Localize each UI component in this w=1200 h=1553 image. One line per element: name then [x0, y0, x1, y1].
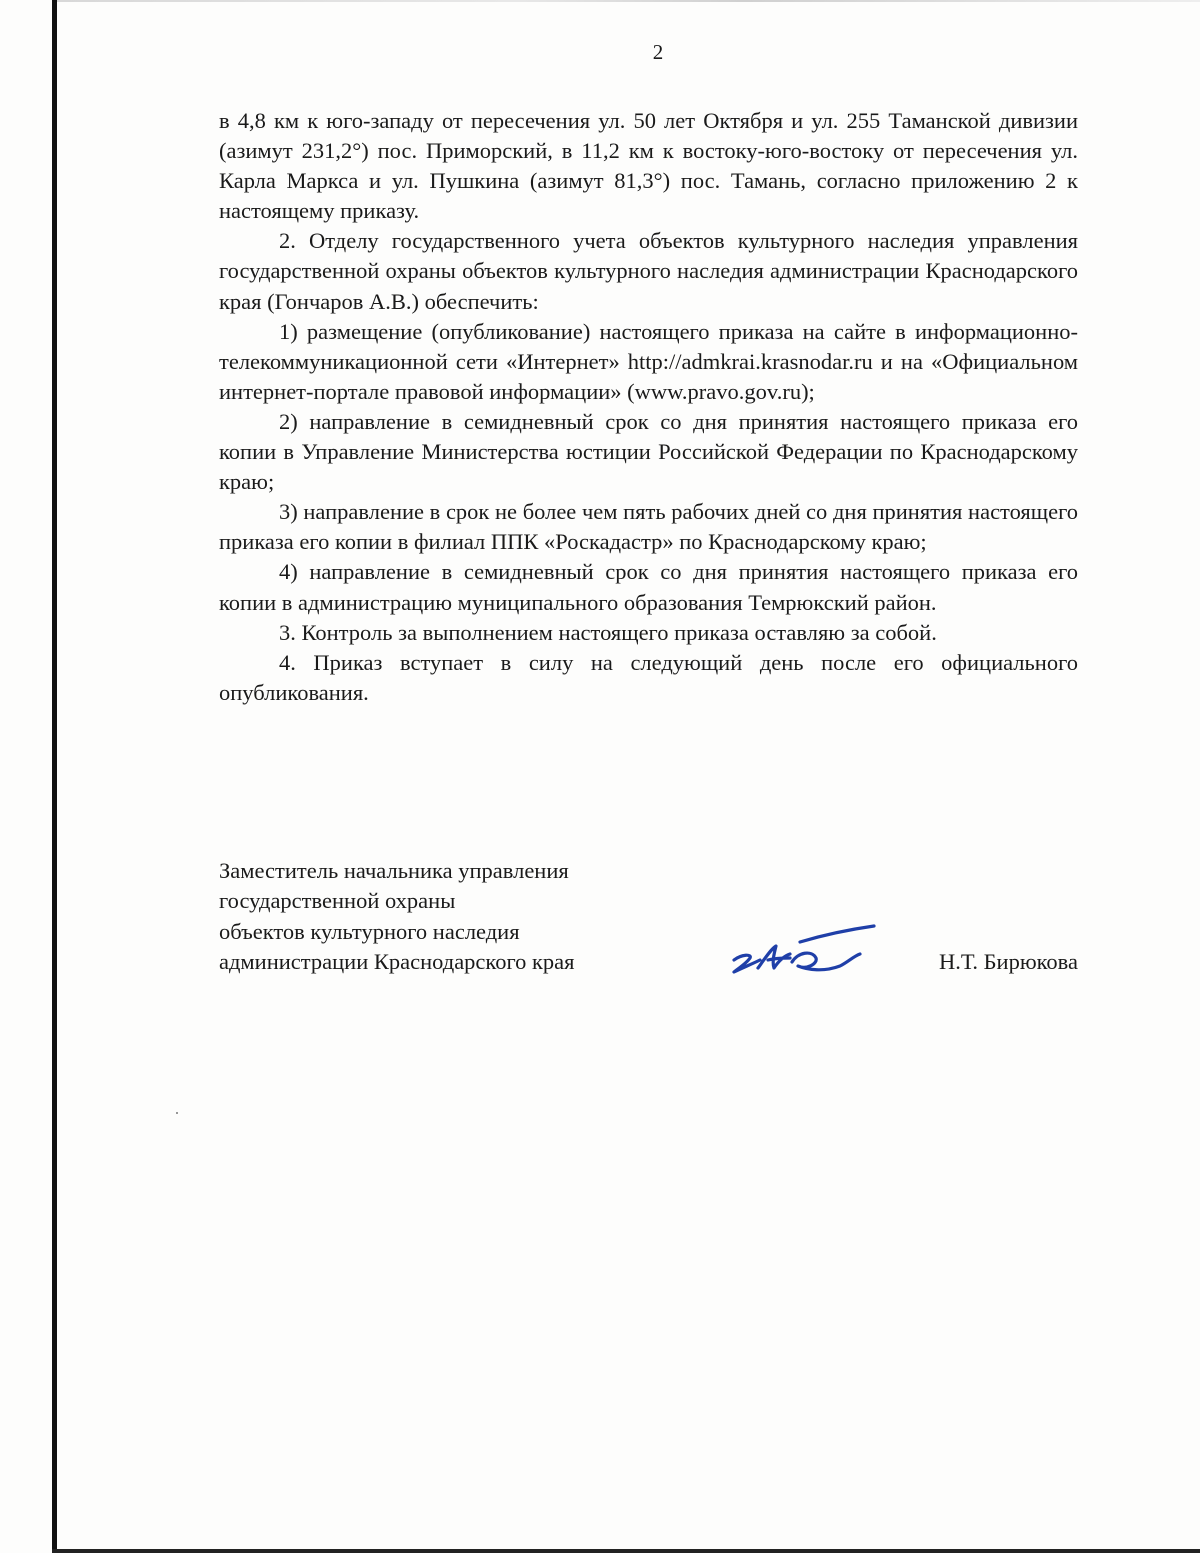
signature-block: [219, 856, 1078, 977]
signer-position-line-3: объектов культурного наследия: [219, 918, 520, 944]
paragraph-continuation: в 4,8 км к юго-западу от пересечения ул. 50 лет Октября и ул. 255 Таманской дивизии (азимут 231,2°) пос. Приморский, в 11,2 км к востоку-юго-востоку от пересечения ул. Карла Маркса и ул. Пушкина (азимут 81,3°) пос. Тамань, согласно приложению 2 к настоящему приказу.: [219, 108, 1078, 224]
handwritten-signature: [728, 920, 888, 980]
paragraph-item-2-3: 3) направление в срок не более чем пять рабочих дней со дня принятия настоящего приказа его копии в филиал ППК «Роскадастр» по Краснодарскому краю;: [219, 499, 1078, 555]
document-body: [219, 106, 1078, 708]
scan-speck: [176, 1112, 178, 1114]
signer-position-line-4: администрации Краснодарского края: [219, 948, 575, 974]
signer-position-line-1: Заместитель начальника управления: [219, 858, 569, 883]
paragraph-item-2-4: 4) направление в семидневный срок со дня принятия настоящего приказа его копии в администрацию муниципального образования Темрюкский район.: [219, 559, 1078, 615]
scan-top-edge: [57, 0, 1200, 2]
scan-bottom-edge: [52, 1549, 1200, 1553]
paragraph-item-3: 3. Контроль за выполнением настоящего приказа оставляю за собой.: [279, 619, 937, 645]
paragraph-item-2-2: 2) направление в семидневный срок со дня принятия настоящего приказа его копии в Управление Министерства юстиции Российской Федерации по Краснодарскому краю;: [219, 408, 1078, 495]
paragraph-item-2: 2. Отделу государственного учета объектов культурного наследия управления государственной охраны объектов культурного наследия администрации Краснодарского края (Гончаров А.В.) обеспечить:: [219, 228, 1078, 314]
paragraph-item-4: 4. Приказ вступает в силу на следующий день после его официального опубликования.: [219, 649, 1078, 705]
signer-name: Н.Т. Бирюкова: [939, 948, 1078, 974]
scan-left-edge: [52, 0, 57, 1553]
page-number: 2: [652, 40, 664, 64]
paragraph-item-2-1: 1) размещение (опубликование) настоящего приказа на сайте в информационно-телекоммуникационной сети «Интернет» http://admkrai.krasnodar.ru и на «Официальном интернет-портале правовой информации» (www.pravo.gov.ru);: [219, 318, 1078, 404]
signer-position-line-2: государственной охраны: [219, 888, 456, 914]
